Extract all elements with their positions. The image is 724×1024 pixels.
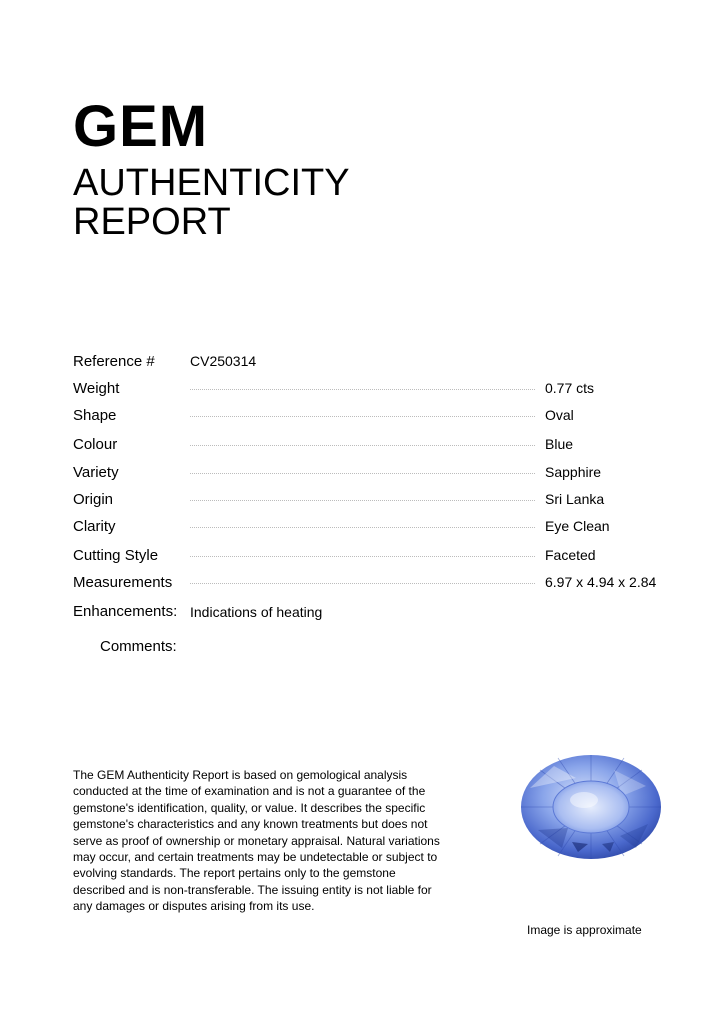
detail-label: Clarity (73, 518, 116, 535)
leader-dots (190, 500, 535, 501)
enhancements-value: Indications of heating (190, 604, 323, 620)
detail-value: Faceted (545, 547, 596, 563)
detail-row-measurements (73, 574, 673, 594)
leader-dots (190, 445, 535, 446)
title-gem: GEM (73, 94, 209, 159)
leader-dots (190, 389, 535, 390)
oval-blue-sapphire-icon (518, 752, 664, 862)
detail-label: Colour (73, 436, 118, 453)
reference-label: Reference # (73, 353, 155, 370)
detail-row-colour (73, 436, 673, 456)
detail-row-origin (73, 491, 673, 511)
detail-row-clarity (73, 518, 673, 538)
detail-value: Blue (545, 436, 574, 452)
image-caption: Image is approximate (527, 923, 642, 937)
detail-label: Shape (73, 407, 117, 424)
detail-row-cutting-style (73, 547, 673, 567)
detail-value: Sri Lanka (545, 491, 605, 507)
comments-label: Comments: (100, 638, 177, 655)
detail-row-weight (73, 380, 673, 400)
detail-label: Cutting Style (73, 547, 159, 564)
detail-label: Origin (73, 491, 114, 508)
enhancements-label: Enhancements: (73, 603, 178, 620)
detail-row-shape (73, 407, 673, 427)
detail-value: 6.97 x 4.94 x 2.84 (545, 574, 657, 590)
detail-value: Eye Clean (545, 518, 610, 534)
title-report: REPORT (73, 201, 231, 243)
leader-dots (190, 473, 535, 474)
detail-value: 0.77 cts (545, 380, 595, 396)
leader-dots (190, 416, 535, 417)
leader-dots (190, 556, 535, 557)
detail-label: Weight (73, 380, 120, 397)
detail-label: Variety (73, 464, 119, 481)
leader-dots (190, 527, 535, 528)
detail-row-variety (73, 464, 673, 484)
leader-dots (190, 583, 535, 584)
detail-value: Sapphire (545, 464, 602, 480)
disclaimer-text: The GEM Authenticity Report is based on gemological analysis conducted at the time of examination and is not a guarantee of the gemstone's identification, quality, or value. It describes the specific gemstone's characteristics and any known treatments but does not serve as proof of ownership or monetary appraisal. Natural variations may occur, and certain treatments may be undetectable or subject to evolving standards. The report pertains only to the gemstone described and is non-transferable. The issuing entity is not liable for any damages or disputes arising from its use. (73, 768, 440, 914)
reference-value: CV250314 (190, 353, 257, 369)
detail-label: Measurements (73, 574, 173, 591)
title-authenticity: AUTHENTICITY (73, 162, 350, 204)
detail-value: Oval (545, 407, 574, 423)
